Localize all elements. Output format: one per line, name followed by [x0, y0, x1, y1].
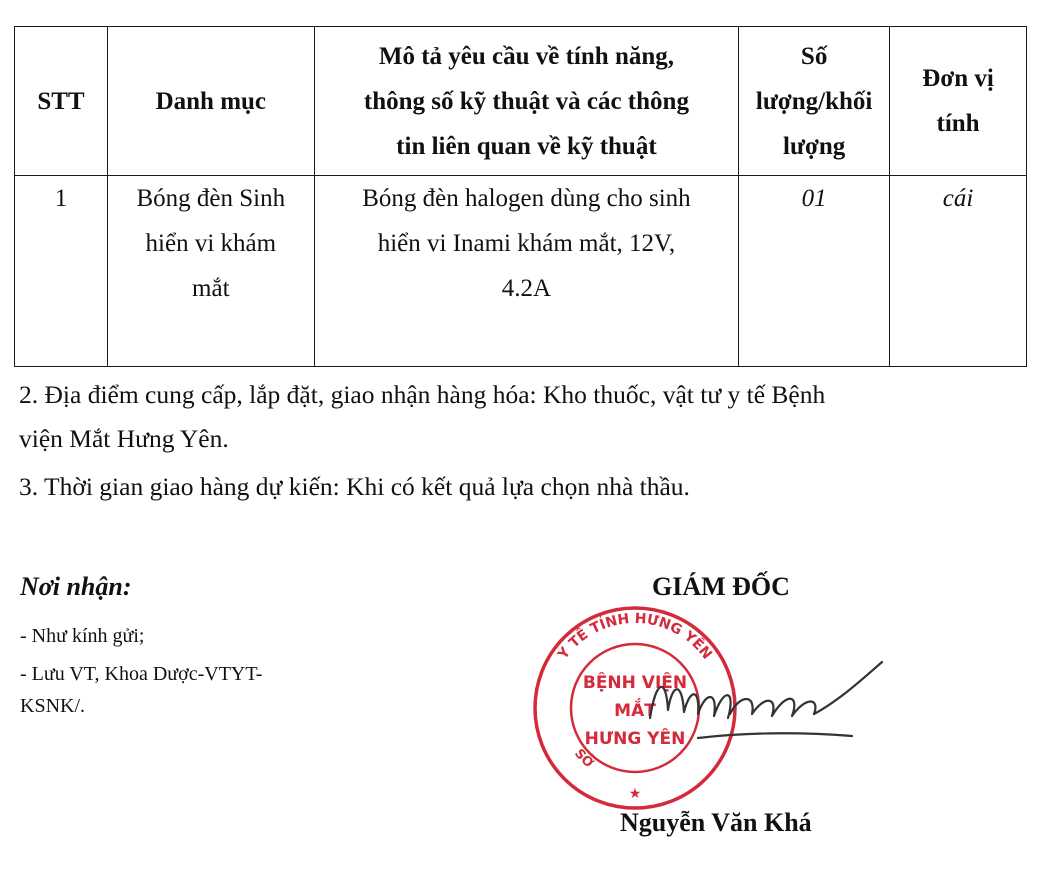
- cell-unit: cái: [890, 176, 1027, 367]
- recipient-item: - Như kính gửi;: [20, 625, 145, 647]
- header-category: Danh mục: [107, 27, 314, 176]
- signature-icon: [620, 640, 890, 780]
- seal-ring-bottom-text: SỞ: [571, 746, 597, 772]
- cell-stt: 1: [15, 176, 108, 367]
- delivery-time-line: 3. Thời gian giao hàng dự kiến: Khi có kết quả lựa chọn nhà thầu.: [19, 472, 690, 501]
- director-title: GIÁM ĐỐC: [652, 572, 790, 601]
- recipient-item: - Lưu VT, Khoa Dược-VTYT-: [20, 663, 263, 685]
- signer-name: Nguyễn Văn Khá: [620, 808, 812, 837]
- cell-desc: Bóng đèn halogen dùng cho sinh hiển vi Inami khám mắt, 12V, 4.2A: [314, 176, 738, 367]
- header-desc: Mô tả yêu cầu về tính năng, thông số kỹ thuật và các thông tin liên quan về kỹ thuật: [314, 27, 738, 176]
- spec-table: [14, 26, 1027, 367]
- seal-line-1: BỆNH VIỆN: [582, 673, 688, 693]
- table-header-row: [15, 27, 1027, 176]
- seal-star: ★: [628, 786, 642, 802]
- seal-line-3: HƯNG YÊN: [584, 729, 686, 749]
- seal-line-2: MẮT: [614, 701, 656, 721]
- recipient-item: KSNK/.: [20, 695, 86, 717]
- delivery-location-line: 2. Địa điểm cung cấp, lắp đặt, giao nhận hàng hóa: Kho thuốc, vật tư y tế Bệnh: [19, 380, 826, 409]
- table-row: [15, 176, 1027, 367]
- seal-ring-text: Y TẾ TỈNH HƯNG YÊN: [555, 610, 715, 663]
- cell-category: Bóng đèn Sinh hiển vi khám mắt: [107, 176, 314, 367]
- header-qty: Số lượng/khối lượng: [739, 27, 890, 176]
- recipients-title: Nơi nhận:: [20, 572, 132, 601]
- cell-qty: 01: [739, 176, 890, 367]
- header-unit: Đơn vị tính: [890, 27, 1027, 176]
- header-stt: STT: [15, 27, 108, 176]
- delivery-location-line-cont: viện Mắt Hưng Yên.: [19, 424, 229, 453]
